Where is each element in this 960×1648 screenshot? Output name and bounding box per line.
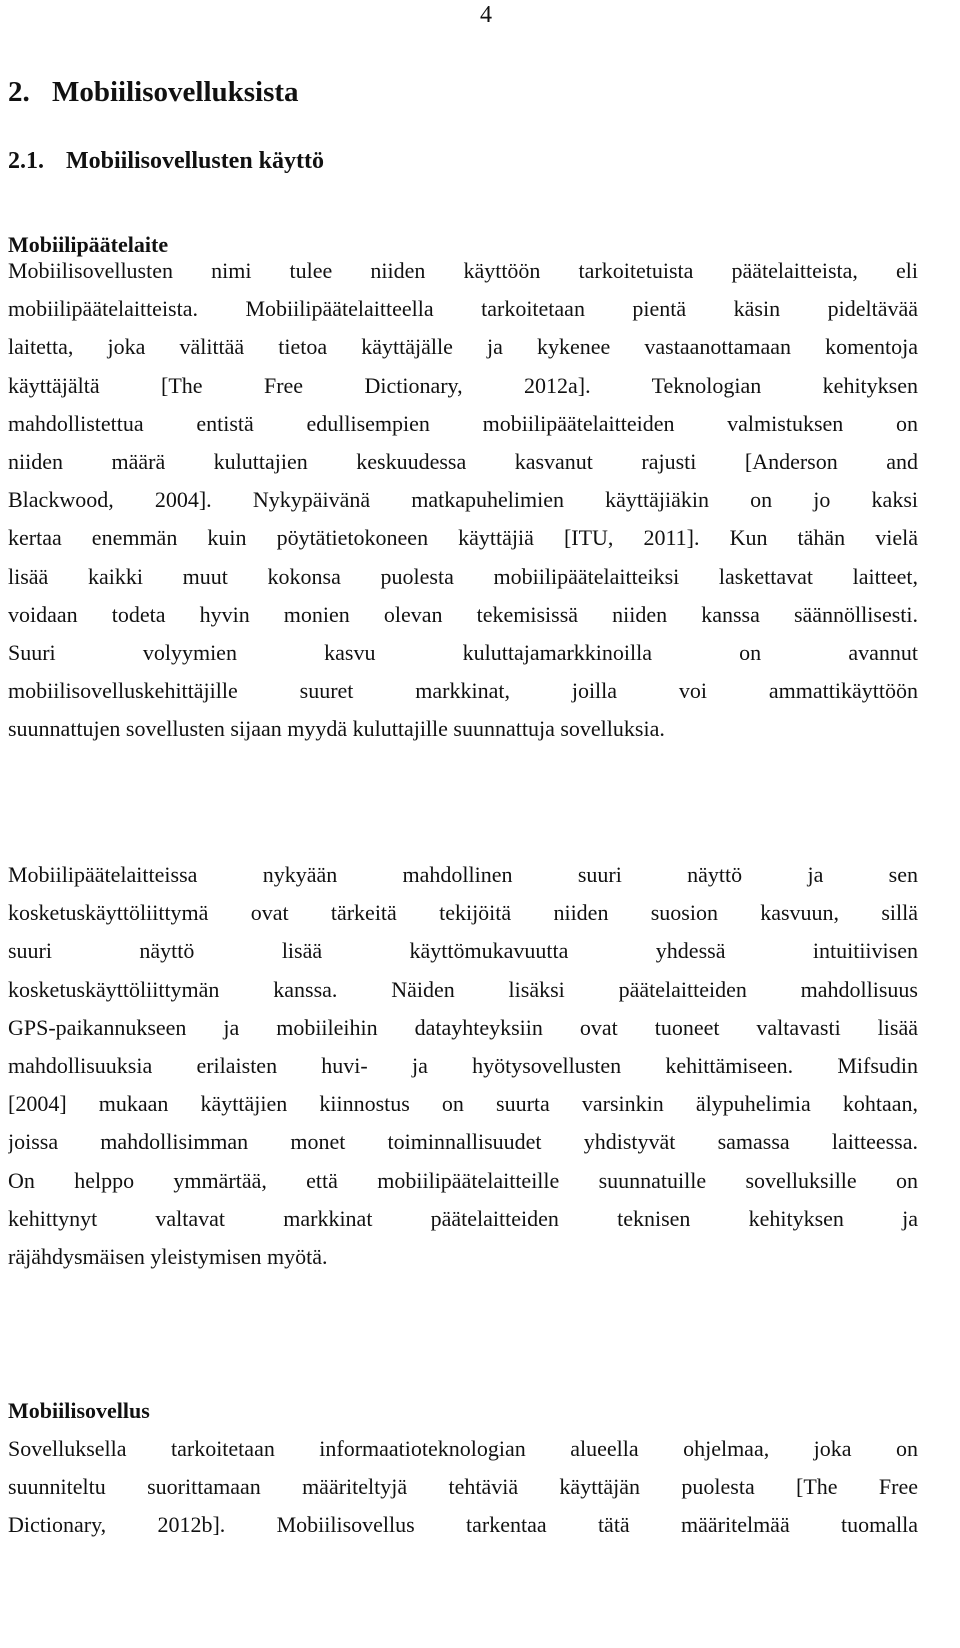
text-line: kosketuskäyttöliittymä ovat tärkeitä tekijöitä niiden suosion kasvuun, sillä	[8, 900, 918, 926]
text-line: Mobiilipäätelaitteissa nykyään mahdollinen suuri näyttö ja sen	[8, 862, 918, 887]
text-line: mahdollisuuksia erilaisten huvi- ja hyötysovellusten kehittämiseen. Mifsudin	[8, 1052, 918, 1078]
text-line: GPS-paikannukseen ja mobiileihin datayhteyksiin ovat tuoneet valtavasti lisää	[8, 1014, 918, 1040]
section-heading	[8, 148, 324, 175]
chapter-title: Mobiilisovelluksista	[52, 76, 299, 108]
text-line: Suuri volyymien kasvu kuluttajamarkkinoilla on avannut	[8, 639, 918, 665]
paragraph-3	[8, 1434, 918, 1549]
text-line: Mobiilisovellusten nimi tulee niiden käyttöön tarkoitetuista päätelaitteista, eli	[8, 258, 918, 283]
page-number: 4	[480, 2, 492, 28]
text-line: lisää kaikki muut kokonsa puolesta mobiilipäätelaitteiksi laskettavat laitteet,	[8, 563, 918, 589]
text-line: suunnattujen sovellusten sijaan myydä kuluttajille suunnattuja sovelluksia.	[8, 716, 665, 742]
text-line: mobiilisovelluskehittäjille suuret markkinat, joilla voi ammattikäyttöön	[8, 678, 918, 704]
text-line: voidaan todeta hyvin monien olevan tekemisissä niiden kanssa säännöllisesti.	[8, 601, 918, 627]
text-line: joissa mahdollisimman monet toiminnallisuudet yhdistyvät samassa laitteessa.	[8, 1129, 918, 1155]
subsection-heading-mobiilisovellus: Mobiilisovellus	[8, 1398, 150, 1423]
text-line: käyttäjältä [The Free Dictionary, 2012a]. Teknologian kehityksen	[8, 372, 918, 398]
text-line: suunniteltu suorittamaan määriteltyjä tehtäviä käyttäjän puolesta [The Free	[8, 1474, 918, 1500]
text-line: [2004] mukaan käyttäjien kiinnostus on suurta varsinkin älypuhelimia kohtaan,	[8, 1091, 918, 1117]
text-line: kehittynyt valtavat markkinat päätelaitteiden teknisen kehityksen ja	[8, 1205, 918, 1231]
paragraph-2	[8, 860, 918, 1280]
text-line: Dictionary, 2012b]. Mobiilisovellus tarkentaa tätä määritelmää tuomalla	[8, 1512, 918, 1538]
text-line: räjähdysmäisen yleistymisen myötä.	[8, 1243, 328, 1269]
paragraph-1	[8, 256, 918, 752]
text-line: kertaa enemmän kuin pöytätietokoneen käyttäjiä [ITU, 2011]. Kun tähän vielä	[8, 525, 918, 551]
text-line: mahdollistettua entistä edullisempien mobiilipäätelaitteiden valmistuksen on	[8, 410, 918, 436]
text-line: Sovelluksella tarkoitetaan informaatioteknologian alueella ohjelmaa, joka on	[8, 1436, 918, 1461]
section-title: Mobiilisovellusten käyttö	[66, 148, 325, 174]
subsection-heading-mobiilipaatelaite: Mobiilipäätelaite	[8, 232, 169, 257]
text-line: Blackwood, 2004]. Nykypäivänä matkapuhelimien käyttäjiäkin on jo kaksi	[8, 487, 918, 513]
chapter-number: 2.	[8, 76, 30, 108]
section-number: 2.1.	[8, 148, 44, 174]
text-line: suuri näyttö lisää käyttömukavuutta yhdessä intuitiivisen	[8, 938, 918, 964]
text-line: kosketuskäyttöliittymän kanssa. Näiden lisäksi päätelaitteiden mahdollisuus	[8, 976, 918, 1002]
chapter-heading	[8, 76, 299, 109]
text-line: niiden määrä kuluttajien keskuudessa kasvanut rajusti [Anderson and	[8, 448, 918, 474]
text-line: On helppo ymmärtää, että mobiilipäätelaitteille suunnatuille sovelluksille on	[8, 1167, 918, 1193]
text-line: laitetta, joka välittää tietoa käyttäjälle ja kykenee vastaanottamaan komentoja	[8, 334, 918, 360]
text-line: mobiilipäätelaitteista. Mobiilipäätelaitteella tarkoitetaan pientä käsin pideltävää	[8, 296, 918, 322]
